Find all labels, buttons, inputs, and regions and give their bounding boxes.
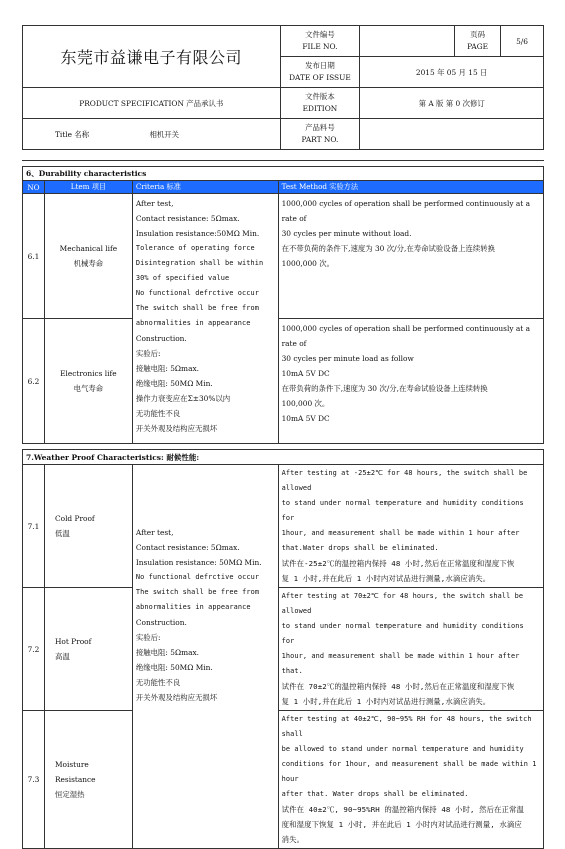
edition-label: 文件版本 EDITION xyxy=(280,88,360,119)
part-no-label: 产品料号 PART NO. xyxy=(280,119,360,150)
row-7-3-no: 7.3 xyxy=(23,711,45,849)
row-7-1-item: Cold Proof 低温 xyxy=(44,465,132,588)
divider-line xyxy=(22,160,544,161)
row-6-2-item: Electronics life 电气寿命 xyxy=(44,319,132,444)
issue-date-value: 2015 年 05 月 15 日 xyxy=(360,57,544,88)
row-6-2-no: 6.2 xyxy=(23,319,45,444)
col-method-header: Test Method 实验方法 xyxy=(278,181,543,194)
col-criteria-header: Criteria 标准 xyxy=(132,181,278,194)
issue-date-label: 发布日期 DATE OF ISSUE xyxy=(280,57,360,88)
title-cell xyxy=(23,119,281,150)
product-spec-title: PRODUCT SPECIFICATION 产品承认书 xyxy=(23,88,281,119)
document-header xyxy=(22,25,544,150)
title-value: 相机开关 xyxy=(149,129,180,139)
company-name: 东莞市益谦电子有限公司 xyxy=(60,48,242,67)
durability-criteria-cell: After test, Contact resistance: 5Ωmax. Insulation resistance:50MΩ Min. Tolerance of operating force Disintegration shall be within 30% of specified value No functional defrctive occur The switch shall be free from abnormalities in appearance Construction. 实验后: 接触电阻: 5Ωmax. 绝缘电阻: 50MΩ Min. 操作力衰变应在Σ±30%以内 无功能性不良 开关外观及结构应无损坏 xyxy=(132,194,278,444)
row-6-1-no: 6.1 xyxy=(23,194,45,319)
weather-criteria-cell: After test, Contact resistance: 5Ωmax. Insulation resistance: 50MΩ Min. No functional defrctive occur The switch shall be free from abnormalities in appearance Construction. 实验后: 接触电阻: 5Ωmax. 绝缘电阻: 50MΩ Min. 无功能性不良 开关外观及结构应无损坏 xyxy=(132,465,278,849)
part-no-value xyxy=(360,119,544,150)
durability-table xyxy=(22,166,544,444)
row-7-2-method: After testing at 70±2℃ for 48 hours, the switch shall be allowed to stand under normal temperature and humidity conditions for 1hour, and measurement shall be made within 1 hour after that. 试件在 70±2℃的温控箱内保持 48 小时,然后在正常温度和湿度下恢 复 1 小时,并在此后 1 小时内对试品进行测量,水滴应消失。 xyxy=(278,588,543,711)
row-6-1-item: Mechanical life 机械寿命 xyxy=(44,194,132,319)
row-7-2-no: 7.2 xyxy=(23,588,45,711)
durability-section-title: 6、Durability characteristics xyxy=(23,167,544,181)
file-no-value xyxy=(360,26,455,57)
edition-value: 第 A 版 第 0 次修订 xyxy=(360,88,544,119)
col-item-header: Ltem 项目 xyxy=(44,181,132,194)
page-label: 页码 PAGE xyxy=(455,26,501,57)
title-label: Title 名称 xyxy=(55,129,90,139)
company-name-cell xyxy=(23,26,281,88)
row-7-2-item: Hot Proof 高温 xyxy=(44,588,132,711)
row-7-3-method: After testing at 40±2℃, 90~95% RH for 48 hours, the switch shall be allowed to stand under normal temperature and humidity conditions for 1hour, and measurement shall be made within 1 hour after that. Water drops shall be eliminated. 试件在 40±2℃, 90~95%RH 的温控箱内保持 48 小时, 然后在正常温 度和湿度下恢复 1 小时, 并在此后 1 小时内对试品进行测量, 水滴应 消失。 xyxy=(278,711,543,849)
page-value: 5/6 xyxy=(501,26,544,57)
col-no-header: NO xyxy=(23,181,45,194)
weather-section-title: 7.Weather Proof Characteristics: 耐候性能: xyxy=(23,450,544,465)
row-7-3-item: Moisture Resistance 恒定湿热 xyxy=(44,711,132,849)
weather-table xyxy=(22,449,544,849)
row-7-1-no: 7.1 xyxy=(23,465,45,588)
row-7-1-method: After testing at -25±2℃ for 48 hours, the switch shall be allowed to stand under normal temperature and humidity conditions for 1hour, and measurement shall be made within 1 hour after that.Water drops shall be eliminated. 试件在-25±2℃的温控箱内保持 48 小时,然后在正常温度和湿度下恢 复 1 小时,并在此后 1 小时内对试品进行测量,水滴应消失。 xyxy=(278,465,543,588)
row-6-2-method: 1000,000 cycles of operation shall be performed continuously at a rate of 30 cycles per minute load as follow 10mA 5V DC 在带负荷的条件下,速度为 30 次/分,在寿命试验设备上连续转换 100,000 次。 10mA 5V DC xyxy=(278,319,543,444)
row-6-1-method: 1000,000 cycles of operation shall be performed continuously at a rate of 30 cycles per minute without load. 在不带负荷的条件下,速度为 30 次/分,在寿命试验设备上连续转换 1000,000 次。 xyxy=(278,194,543,319)
file-no-label: 文件编号 FILE NO. xyxy=(280,26,360,57)
